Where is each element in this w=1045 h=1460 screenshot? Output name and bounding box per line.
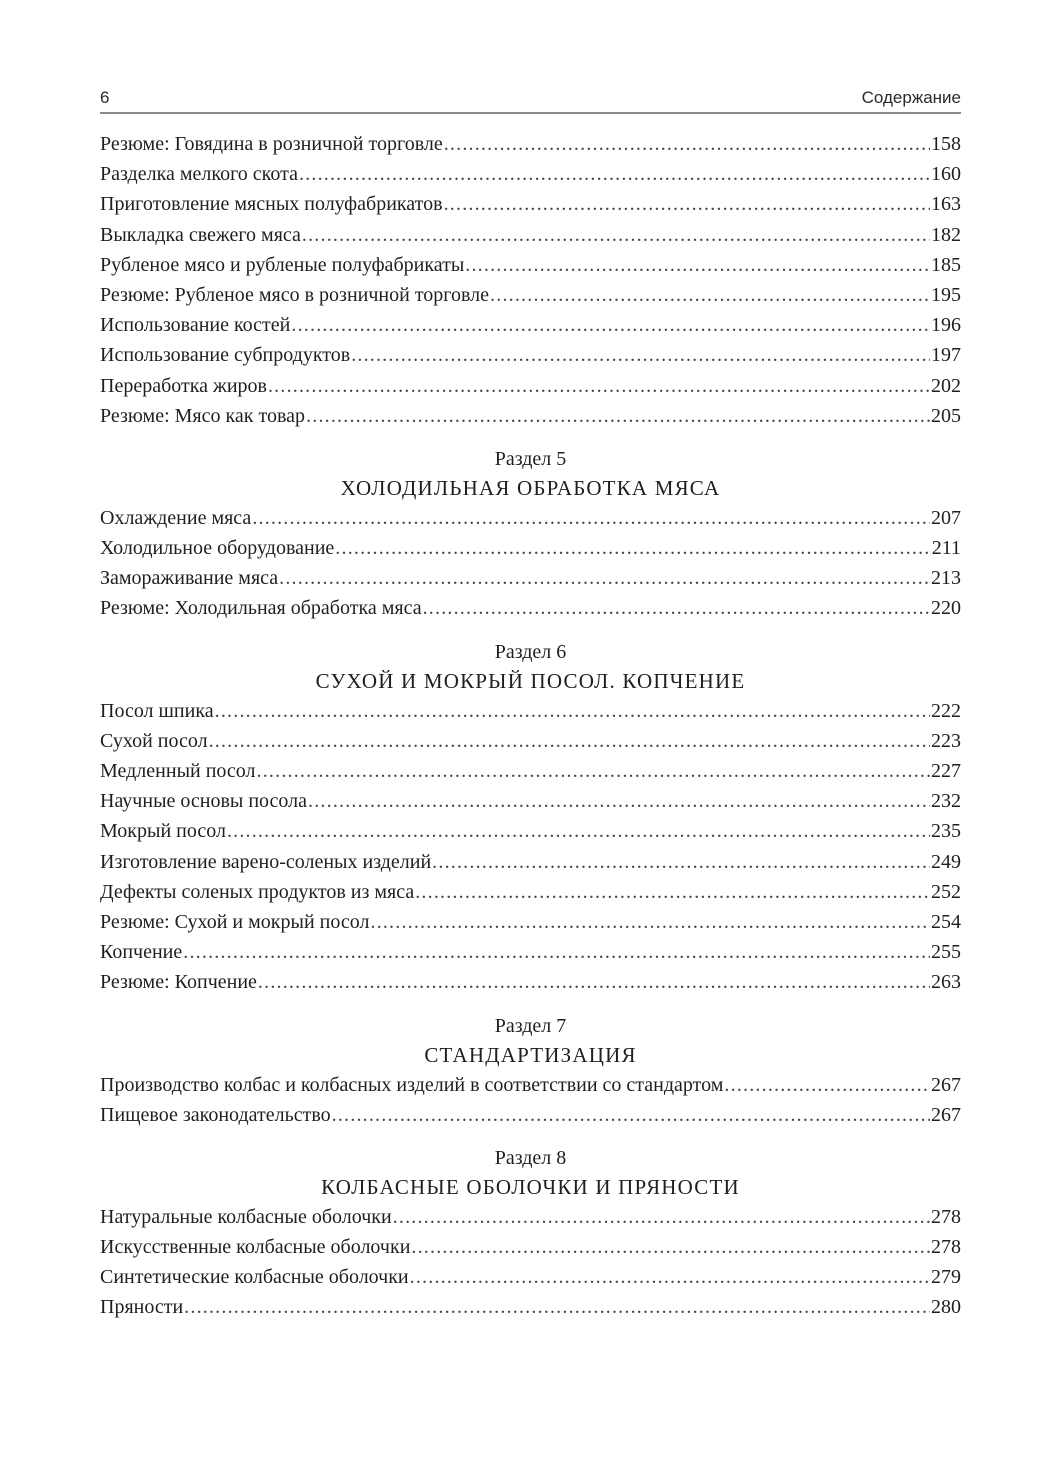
toc-entry	[100, 1100, 961, 1130]
dot-leader	[209, 726, 930, 756]
toc-entry-title: Производство колбас и колбасных изделий в соответствии со стандартом	[100, 1073, 724, 1096]
toc-entry-title: Синтетические колбасные оболочки	[100, 1266, 409, 1289]
dot-leader	[257, 756, 930, 786]
toc-entry	[100, 816, 961, 846]
toc-entry-page: 163	[931, 193, 961, 216]
toc-entry-title: Посол шпика	[100, 699, 214, 722]
toc-entry	[100, 1262, 961, 1292]
dot-leader	[724, 1070, 930, 1100]
page-number: 6	[100, 88, 110, 107]
toc-entry-page: 263	[931, 971, 961, 994]
toc-entry-title: Выкладка свежего мяса	[100, 223, 301, 246]
dot-leader	[410, 1262, 930, 1292]
dot-leader	[393, 1202, 930, 1232]
toc-entry-title: Резюме: Сухой и мокрый посол	[100, 910, 370, 933]
toc-entry	[100, 593, 961, 623]
dot-leader	[268, 371, 930, 401]
section-label: Раздел 7	[494, 1014, 567, 1037]
toc-entry	[100, 340, 961, 370]
toc-entry	[100, 756, 961, 786]
dot-leader	[415, 877, 930, 907]
dot-leader	[332, 1100, 930, 1130]
section-entries	[100, 696, 961, 998]
toc-entry	[100, 696, 961, 726]
toc-entry-page: 278	[931, 1205, 961, 1228]
section-title: СУХОЙ И МОКРЫЙ ПОСОЛ. КОПЧЕНИЕ	[315, 668, 746, 693]
toc-entry-page: 235	[931, 820, 961, 843]
toc-entry	[100, 786, 961, 816]
dot-leader	[258, 967, 930, 997]
toc-entry-page: 195	[931, 283, 961, 306]
toc-entry-title: Мокрый посол	[100, 820, 226, 843]
toc-entry-title: Резюме: Мясо как товар	[100, 404, 306, 427]
intro-entries	[100, 129, 961, 431]
toc-entry-page: 197	[931, 344, 961, 367]
toc-entry-page: 205	[931, 404, 961, 427]
header-rule	[100, 112, 961, 114]
toc-entry	[100, 877, 961, 907]
dot-leader	[308, 786, 930, 816]
toc-entry	[100, 1292, 961, 1322]
toc-entry-title: Приготовление мясных полуфабрикатов	[100, 193, 443, 216]
toc-entry	[100, 533, 961, 563]
toc-entry	[100, 280, 961, 310]
toc-entry	[100, 220, 961, 250]
page-header	[100, 86, 961, 110]
toc-entry	[100, 907, 961, 937]
section-entries	[100, 503, 961, 624]
section-heading	[100, 1012, 961, 1070]
toc-entry-title: Резюме: Копчение	[100, 971, 257, 994]
dot-leader	[432, 847, 930, 877]
toc-entry	[100, 503, 961, 533]
toc-entry-page: 280	[931, 1296, 961, 1319]
table-of-contents	[100, 129, 961, 1323]
toc-entry-title: Охлаждение мяса	[100, 506, 252, 529]
toc-entry-page: 213	[931, 567, 961, 590]
toc-entry	[100, 847, 961, 877]
dot-leader	[411, 1232, 930, 1262]
section-heading	[100, 1144, 961, 1202]
dot-leader	[227, 816, 930, 846]
toc-entry	[100, 967, 961, 997]
toc-entry-title: Копчение	[100, 941, 183, 964]
toc-entry-title: Использование субпродуктов	[100, 344, 351, 367]
toc-entry-page: 227	[931, 760, 961, 782]
toc-entry-page: 185	[931, 253, 961, 276]
dot-leader	[252, 503, 930, 533]
section-entries	[100, 1070, 961, 1130]
dot-leader	[465, 250, 930, 280]
toc-entry-title: Резюме: Холодильная обработка мяса	[100, 597, 422, 620]
dot-leader	[302, 220, 930, 250]
dot-leader	[215, 696, 930, 726]
toc-entry-page: 211	[931, 537, 961, 560]
section-title: СТАНДАРТИЗАЦИЯ	[424, 1042, 637, 1067]
section-title: ХОЛОДИЛЬНАЯ ОБРАБОТКА МЯСА	[340, 475, 721, 500]
toc-entry-page: 158	[931, 133, 961, 155]
toc-entry-page: 232	[931, 790, 961, 813]
toc-entry-title: Медленный посол	[100, 760, 256, 782]
toc-entry-page: 278	[931, 1236, 961, 1259]
dot-leader	[299, 159, 930, 189]
toc-entry	[100, 726, 961, 756]
toc-entry-page: 160	[931, 163, 961, 186]
dot-leader	[370, 907, 930, 937]
toc-entry	[100, 250, 961, 280]
toc-entry	[100, 1232, 961, 1262]
section-title: КОЛБАСНЫЕ ОБОЛОЧКИ И ПРЯНОСТИ	[321, 1174, 740, 1199]
toc-entry-page: 254	[931, 910, 961, 933]
toc-entry-page: 279	[931, 1266, 961, 1289]
section-label: Раздел 6	[494, 640, 567, 663]
toc-entry-title: Научные основы посола	[100, 790, 308, 813]
toc-entry-page: 255	[931, 941, 961, 964]
toc-entry	[100, 563, 961, 593]
toc-entry-title: Изготовление варено-соленых изделий	[100, 850, 432, 873]
toc-entry-title: Натуральные колбасные оболочки	[100, 1205, 392, 1228]
dot-leader	[306, 401, 930, 431]
toc-entry-title: Резюме: Говядина в розничной торговле	[100, 133, 443, 155]
toc-entry-title: Холодильное оборудование	[100, 537, 335, 560]
dot-leader	[490, 280, 930, 310]
section-heading	[100, 638, 961, 696]
toc-entry-title: Пищевое законодательство	[100, 1103, 331, 1126]
dot-leader	[335, 533, 930, 563]
toc-entry	[100, 371, 961, 401]
dot-leader	[351, 340, 930, 370]
running-title: Содержание	[861, 88, 961, 107]
toc-entry	[100, 159, 961, 189]
toc-entry	[100, 189, 961, 219]
toc-entry-title: Дефекты соленых продуктов из мяса	[100, 880, 415, 903]
toc-entry-page: 207	[931, 506, 961, 529]
dot-leader	[444, 189, 930, 219]
toc-entry-page: 202	[931, 374, 961, 397]
toc-entry-title: Искусственные колбасные оболочки	[100, 1236, 411, 1259]
toc-entry	[100, 401, 961, 431]
toc-entry-page: 220	[931, 597, 961, 620]
toc-entry-title: Пряности	[100, 1296, 184, 1319]
section-label: Раздел 8	[494, 1146, 567, 1169]
toc-entry-title: Сухой посол	[100, 729, 208, 752]
section-heading	[100, 445, 961, 503]
toc-entry-page: 222	[931, 699, 961, 722]
toc-entry-title: Резюме: Рубленое мясо в розничной торговле	[100, 283, 490, 306]
section-entries	[100, 1202, 961, 1323]
dot-leader	[183, 937, 930, 967]
toc-entry-page: 267	[931, 1103, 961, 1126]
dot-leader	[423, 593, 930, 623]
toc-entry	[100, 937, 961, 967]
toc-entry-page: 182	[931, 223, 961, 246]
dot-leader	[279, 563, 930, 593]
toc-entry	[100, 1202, 961, 1232]
toc-entry-title: Замораживание мяса	[100, 567, 279, 590]
dot-leader	[184, 1292, 930, 1322]
dot-leader	[291, 310, 930, 340]
toc-entry-page: 223	[931, 729, 961, 752]
toc-entry-page: 252	[931, 880, 961, 903]
toc-entry-title: Рубленое мясо и рубленые полуфабрикаты	[100, 253, 465, 276]
toc-entry	[100, 129, 961, 159]
toc-entry-title: Использование костей	[100, 314, 291, 337]
toc-entry-page: 196	[931, 314, 961, 337]
toc-entry-page: 267	[931, 1073, 961, 1096]
toc-entry-page: 249	[931, 850, 961, 873]
toc-entry-title: Разделка мелкого скота	[100, 163, 298, 186]
toc-entry	[100, 310, 961, 340]
toc-entry-title: Переработка жиров	[100, 374, 267, 397]
section-label: Раздел 5	[494, 447, 567, 470]
dot-leader	[444, 129, 930, 159]
toc-entry	[100, 1070, 961, 1100]
